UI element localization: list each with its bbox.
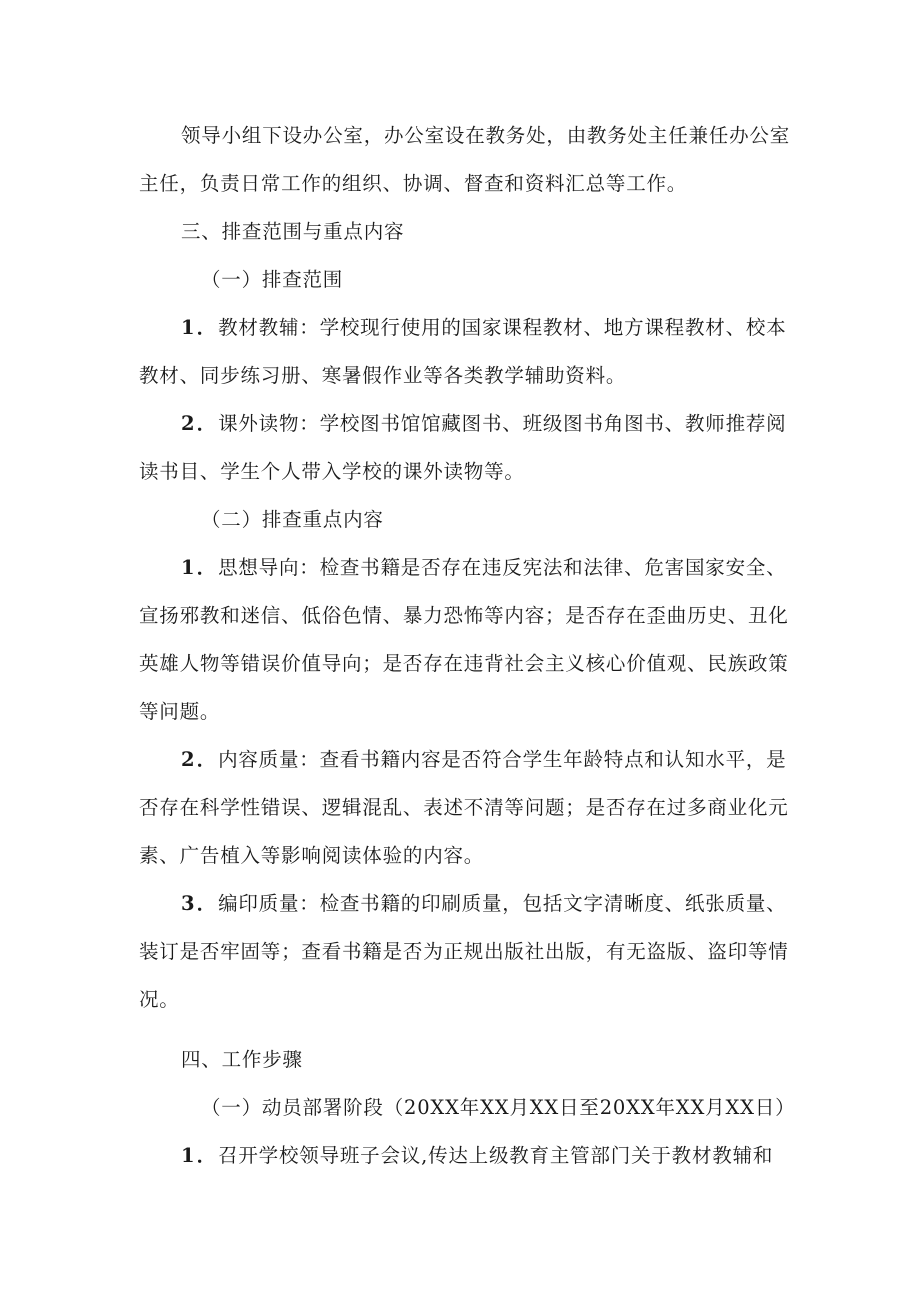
text-line: 教材、同步练习册、寒暑假作业等各类教学辅助资料。 [139, 364, 627, 387]
item-number: 3． [181, 892, 219, 915]
text-line: 宣扬邪教和迷信、低俗色情、暴力恐怖等内容；是否存在歪曲历史、丑化 [139, 604, 789, 627]
text-line [139, 736, 787, 784]
list-item-4-1 [139, 1132, 787, 1180]
text-line: 主任，负责日常工作的组织、协调、督查和资料汇总等工作。 [139, 172, 688, 195]
text-line [139, 304, 787, 352]
text-line [139, 880, 787, 928]
document-body [139, 112, 796, 1180]
text-line: 领导小组下设办公室，办公室设在教务处，由教务处主任兼任办公室 [181, 124, 791, 147]
item-number: 2． [181, 412, 219, 435]
text-line: 等问题。 [139, 700, 221, 723]
text-line: 装订是否牢固等；查看书籍是否为正规出版社出版，有无盗版、盗印等情 [139, 940, 789, 963]
section-title: 三、排查范围与重点内容 [181, 220, 405, 243]
section-heading-3 [139, 208, 787, 256]
text-line: 况。 [139, 988, 180, 1011]
text-line [139, 1132, 787, 1180]
paragraph-office [139, 112, 791, 208]
subsection-heading-2 [139, 496, 787, 544]
text-line [139, 544, 787, 592]
section-heading-4 [139, 1036, 787, 1084]
text-line: 素、广告植入等影响阅读体验的内容。 [139, 844, 485, 867]
list-item-1-2 [139, 400, 787, 496]
list-item-1-1 [139, 304, 787, 400]
item-number: 1． [181, 316, 219, 339]
subsection-heading-1 [139, 256, 787, 304]
item-text: 思想导向：检查书籍是否存在违反宪法和法律、危害国家安全、 [218, 556, 787, 579]
subsection-heading-4-1 [139, 1084, 796, 1132]
subsection-title: （一）动员部署阶段（20XX年XX月XX日至20XX年XX月XX日） [201, 1096, 796, 1119]
item-number: 2． [181, 748, 219, 771]
subsection-title: （二）排查重点内容 [201, 508, 384, 531]
item-number: 1． [181, 556, 219, 579]
item-text: 召开学校领导班子会议,传达上级教育主管部门关于教材教辅和 [218, 1144, 774, 1167]
text-line [139, 400, 787, 448]
list-item-2-3 [139, 880, 787, 1024]
item-text: 课外读物：学校图书馆馆藏图书、班级图书角图书、教师推荐阅 [218, 412, 787, 435]
list-item-2-1 [139, 544, 787, 736]
item-number: 1． [181, 1144, 219, 1167]
text-line: 否存在科学性错误、逻辑混乱、表述不清等问题；是否存在过多商业化元 [139, 796, 789, 819]
item-text: 编印质量：检查书籍的印刷质量，包括文字清晰度、纸张质量、 [218, 892, 787, 915]
subsection-title: （一）排查范围 [201, 268, 344, 291]
text-line: 读书目、学生个人带入学校的课外读物等。 [139, 460, 525, 483]
list-item-2-2 [139, 736, 787, 880]
item-text: 内容质量：查看书籍内容是否符合学生年龄特点和认知水平，是 [218, 748, 787, 771]
section-title: 四、工作步骤 [181, 1048, 303, 1071]
item-text: 教材教辅：学校现行使用的国家课程教材、地方课程教材、校本 [218, 316, 787, 339]
text-line: 英雄人物等错误价值导向；是否存在违背社会主义核心价值观、民族政策 [139, 652, 789, 675]
